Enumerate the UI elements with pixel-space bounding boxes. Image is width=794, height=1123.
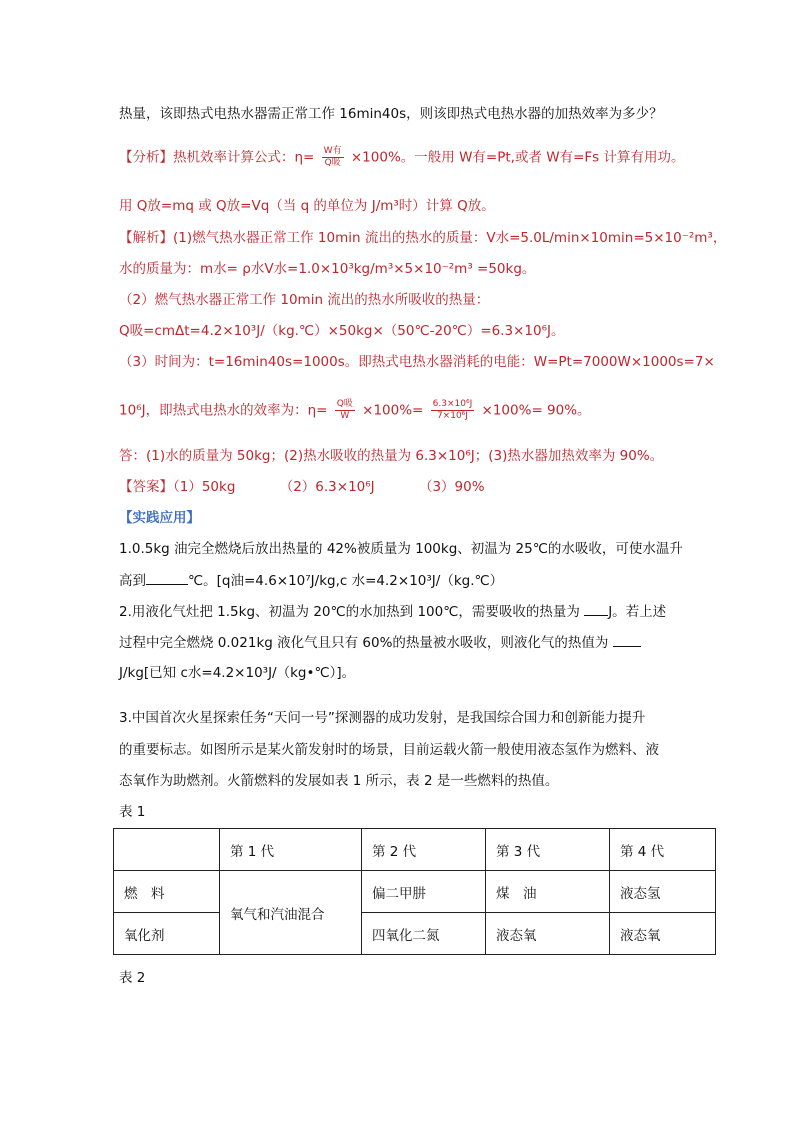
- solution-line-6: [119, 399, 591, 422]
- table-cell: 煤 油: [486, 871, 610, 913]
- solution-text-6a: 10⁶J，即热式电热水的效率为：η=: [119, 402, 328, 419]
- table-header-cell: 第 2 代: [362, 829, 486, 871]
- question-1-line-1: 1.0.5kg 油完全燃烧后放出热量的 42%被质量为 100kg、初温为 25℃的水吸收，可使水温升: [119, 541, 683, 557]
- table-row: [114, 871, 716, 913]
- answer-tag: 【答案】: [119, 479, 173, 495]
- table-cell: 液态氧: [610, 913, 716, 955]
- table-cell: 燃 料: [114, 871, 220, 913]
- answer-line: [119, 477, 485, 497]
- solution-line-2: 水的质量为：m水= ρ水V水=1.0×10³kg/m³×5×10⁻²m³ =50kg。: [119, 261, 536, 277]
- answer-2: （2）6.3×10⁶J: [279, 479, 375, 495]
- analysis-line-1: [119, 146, 685, 169]
- solution-tag: 【解析】: [119, 230, 173, 246]
- table-header-cell: 第 1 代: [220, 829, 362, 871]
- analysis-tag: 【分析】: [119, 149, 173, 166]
- table-cell: 液态氢: [610, 871, 716, 913]
- analysis-text-1: 热机效率计算公式：η=: [173, 149, 315, 166]
- answer-statement: 答：(1)水的质量为 50kg；(2)热水吸收的热量为 6.3×10⁶J；(3)热水器加热效率为 90%。: [119, 448, 664, 464]
- question-2-text-b: J。若上述: [608, 604, 667, 620]
- practice-heading: 【实践应用】: [119, 510, 200, 526]
- intro-line: 热量，该即热式电热水器需正常工作 16min40s，则该即热式电热水器的加热效率为多少？: [119, 106, 663, 122]
- table-cell: 氧气和汽油混合: [220, 871, 362, 955]
- table-cell: [114, 829, 220, 871]
- table-cell: 液态氧: [486, 913, 610, 955]
- solution-line-1: [119, 228, 726, 248]
- question-3-line-1: 3.中国首次火星探索任务“天问一号”探测器的成功发射，是我国综合国力和创新能力提升: [119, 710, 646, 726]
- solution-line-5: （3）时间为：t=16min40s=1000s。即热式电热水器消耗的电能：W=Pt=7000W×1000s=7×: [119, 354, 715, 370]
- table-row: [114, 913, 716, 955]
- question-2-text-c: 过程中完全燃烧 0.021kg 液化气且只有 60%的热量被水吸收，则液化气的热值为: [119, 635, 609, 651]
- answer-1: （1）50kg: [173, 479, 236, 495]
- analysis-text-2: ×100%。一般用 W有=Pt,或者 W有=Fs 计算有用功。: [350, 149, 685, 166]
- question-2-text-a: 2.用液化气灶把 1.5kg、初温为 20℃的水加热到 100℃，需要吸收的热量为: [119, 604, 580, 620]
- fraction-denominator: Q吸: [324, 158, 341, 168]
- solution-line-4: Q吸=cmΔt=4.2×10³J/（kg.℃）×50kg×（50℃-20℃）=6.3×10⁶J。: [119, 323, 565, 339]
- question-3-line-2: 的重要标志。如图所示是某火箭发射时的场景，目前运载火箭一般使用液态氢作为燃料、液: [119, 742, 659, 758]
- fraction-denominator: W: [340, 411, 350, 421]
- solution-text-6b: ×100%=: [362, 402, 424, 419]
- question-1-line-2: [119, 570, 503, 591]
- answer-3: （3）90%: [418, 479, 485, 495]
- table-1-caption: 表 1: [119, 804, 146, 820]
- question-1-text-a: 高到: [119, 573, 146, 589]
- fuel-table: [113, 828, 716, 955]
- efficiency-fraction-2: [335, 399, 355, 422]
- question-2-line-2: [119, 632, 641, 653]
- fraction-numerator: W有: [323, 146, 342, 156]
- question-3-line-3: 态氧作为助燃剂。火箭燃料的发展如表 1 所示，表 2 是一些燃料的热值。: [119, 773, 559, 789]
- question-2-line-1: [119, 601, 666, 622]
- table-header-cell: 第 3 代: [486, 829, 610, 871]
- solution-text-6c: ×100%= 90%。: [481, 402, 591, 419]
- fraction-numerator: Q吸: [336, 399, 353, 409]
- solution-line-3: （2）燃气热水器正常工作 10min 流出的热水所吸收的热量：: [119, 292, 490, 308]
- table-cell: 氧化剂: [114, 913, 220, 955]
- answer-blank[interactable]: [613, 632, 641, 647]
- table-header-cell: 第 4 代: [610, 829, 716, 871]
- solution-text-1: (1)燃气热水器正常工作 10min 流出的热水的质量：V水=5.0L/min×10min=5×10⁻²m³，: [173, 230, 727, 246]
- table-cell: 四氧化二氮: [362, 913, 486, 955]
- question-2-line-3: J/kg[已知 c水=4.2×10³J/（kg•℃）]。: [119, 665, 356, 681]
- table-2-caption: 表 2: [119, 970, 146, 986]
- fraction-denominator: 7×10⁶J: [436, 411, 468, 421]
- efficiency-fraction: [322, 146, 344, 169]
- table-cell: 偏二甲肼: [362, 871, 486, 913]
- question-1-text-b: ℃。[q油=4.6×10⁷J/kg,c 水=4.2×10³J/（kg.℃）: [188, 573, 504, 589]
- table-header-row: [114, 829, 716, 871]
- answer-blank[interactable]: [146, 570, 188, 585]
- efficiency-fraction-3: [431, 399, 475, 422]
- analysis-line-2: 用 Q放=mq 或 Q放=Vq（当 q 的单位为 J/m³时）计算 Q放。: [119, 198, 495, 214]
- fraction-numerator: 6.3×10⁶J: [432, 399, 473, 409]
- answer-blank[interactable]: [584, 601, 608, 616]
